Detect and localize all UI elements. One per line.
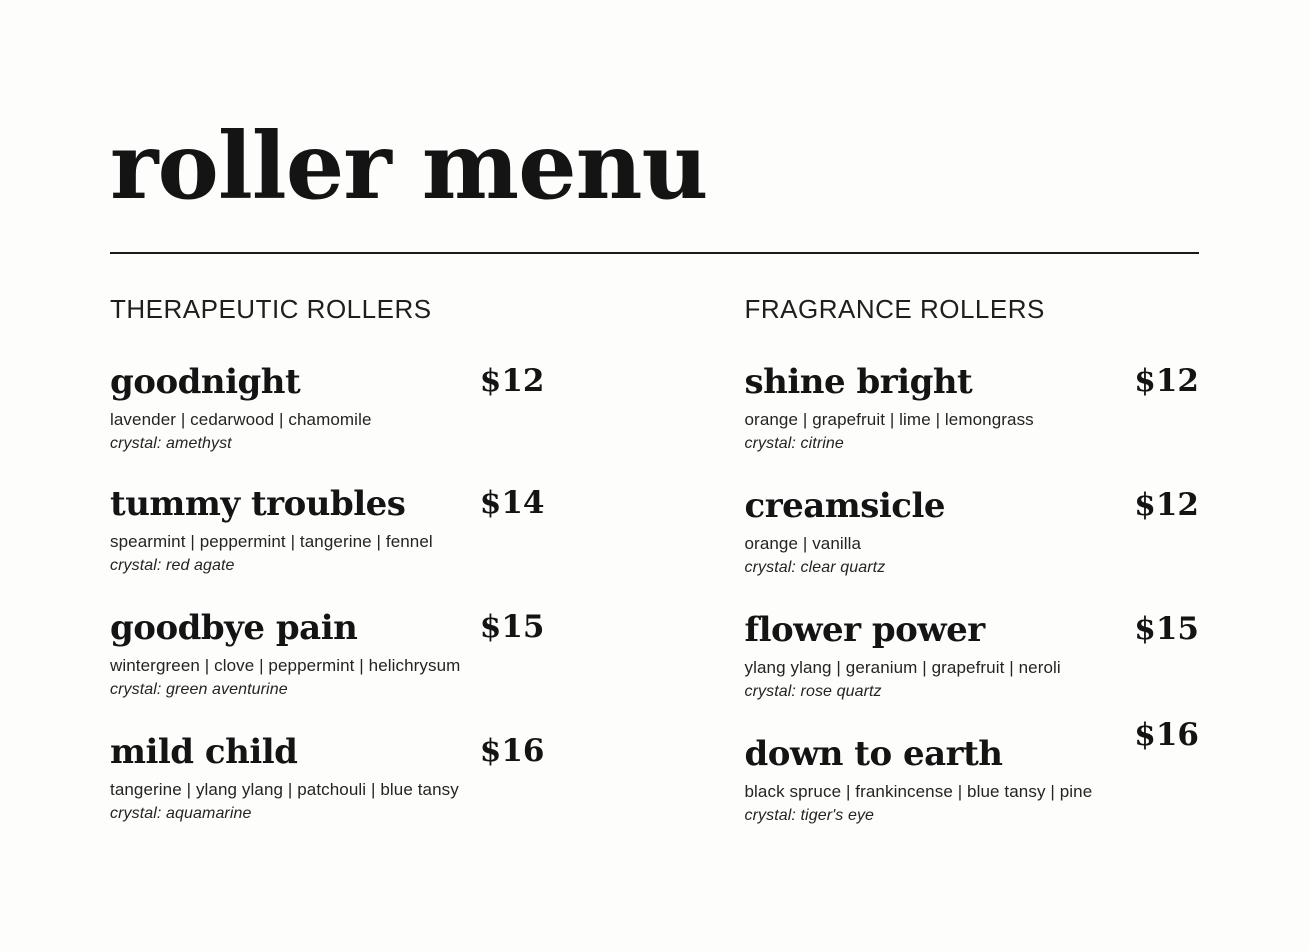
menu-item-head	[745, 611, 1200, 649]
menu-item-head	[110, 363, 655, 401]
menu-item-ingredients: wintergreen | clove | peppermint | helichrysum	[110, 656, 461, 676]
page-title: roller menu	[110, 112, 708, 220]
menu-item-head	[745, 735, 1200, 773]
menu-item-crystal: crystal: amethyst	[110, 435, 232, 453]
menu-item-price: $15	[479, 609, 545, 646]
menu-item-head	[110, 485, 655, 523]
menu-item-crystal: crystal: citrine	[744, 435, 844, 453]
section-heading-therapeutic: THERAPEUTIC ROLLERS	[110, 294, 432, 324]
menu-item-crystal: crystal: green aventurine	[110, 681, 288, 699]
menu-item	[110, 485, 655, 575]
section-heading-fragrance: FRAGRANCE ROLLERS	[744, 294, 1045, 324]
menu-item	[110, 363, 655, 453]
menu-item-head	[110, 609, 655, 647]
menu-item-name: goodbye pain	[110, 608, 358, 649]
menu-item-price: $15	[1134, 611, 1199, 648]
menu-item-ingredients: ylang ylang | geranium | grapefruit | neroli	[744, 658, 1061, 678]
menu-item-name: mild child	[110, 732, 298, 773]
menu-item-name: down to earth	[744, 734, 1003, 775]
menu-item-crystal: crystal: red agate	[110, 557, 235, 575]
menu-item-ingredients: spearmint | peppermint | tangerine | fennel	[110, 532, 433, 552]
column-therapeutic-rollers	[110, 294, 655, 859]
menu-item-name: creamsicle	[744, 486, 946, 527]
menu-item-head	[110, 733, 655, 771]
column-fragrance-rollers	[655, 294, 1200, 859]
menu-item-ingredients: orange | vanilla	[744, 534, 862, 554]
menu-item	[744, 717, 1200, 825]
menu-item-ingredients: tangerine | ylang ylang | patchouli | blue tansy	[110, 780, 459, 800]
menu-item	[745, 487, 1200, 577]
menu-item-name: tummy troubles	[110, 484, 406, 525]
menu-item	[110, 733, 655, 823]
menu-item-ingredients: black spruce | frankincense | blue tansy | pine	[744, 782, 1093, 802]
menu-item	[745, 363, 1200, 453]
menu-item-head	[745, 487, 1200, 525]
menu-item-price: $12	[479, 363, 545, 399]
menu-item-price: $12	[1134, 487, 1199, 524]
title-divider	[110, 252, 1199, 254]
menu-item-name: shine bright	[744, 362, 973, 402]
menu-item	[110, 609, 655, 699]
menu-item	[745, 611, 1200, 701]
menu-item-ingredients: lavender | cedarwood | chamomile	[110, 410, 372, 430]
menu-columns	[110, 294, 1199, 859]
menu-item-name: flower power	[744, 610, 985, 651]
menu-item-crystal: crystal: rose quartz	[744, 683, 882, 701]
menu-item-price: $16	[1134, 717, 1199, 754]
menu-item-name: goodnight	[110, 362, 301, 402]
menu-item-price: $16	[479, 733, 545, 770]
menu-item-ingredients: orange | grapefruit | lime | lemongrass	[744, 410, 1034, 430]
menu-item-crystal: crystal: clear quartz	[744, 559, 886, 577]
menu-item-head	[745, 363, 1200, 401]
menu-item-crystal: crystal: tiger's eye	[744, 807, 875, 825]
menu-item-crystal: crystal: aquamarine	[110, 805, 252, 823]
menu-item-price: $14	[479, 485, 545, 522]
menu-item-price: $12	[1134, 363, 1199, 399]
